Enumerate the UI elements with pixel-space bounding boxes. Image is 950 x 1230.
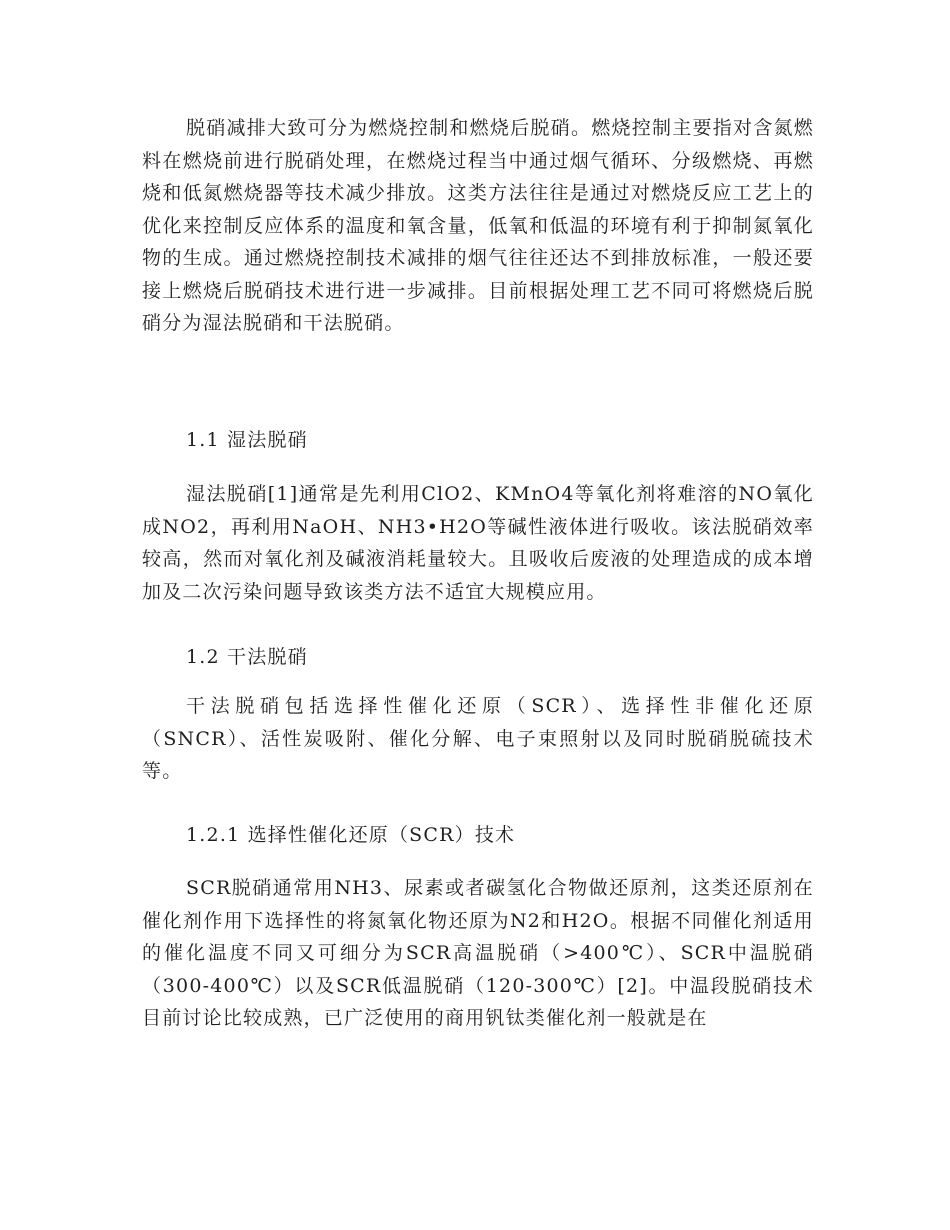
section-heading-1-1: 1.1 湿法脱硝	[186, 429, 308, 451]
intro-paragraph: 脱硝减排大致可分为燃烧控制和燃烧后脱硝。燃烧控制主要指对含氮燃料在燃烧前进行脱硝处理，在燃烧过程当中通过烟气循环、分级燃烧、再燃烧和低氮燃烧器等技术减少排放。这类方法往往是通过对燃烧反应工艺上的优化来控制反应体系的温度和氧含量，低氧和低温的环境有利于抑制氮氧化物的生成。通过燃烧控制技术减排的烟气往往还达不到排放标准，一般还要接上燃烧后脱硝技术进行进一步减排。目前根据处理工艺不同可将燃烧后脱硝分为湿法脱硝和干法脱硝。	[142, 117, 814, 334]
section-1-2-paragraph: 干法脱硝包括选择性催化还原（SCR）、选择性非催化还原（SNCR）、活性炭吸附、催化分解、电子束照射以及同时脱硝脱硫技术等。	[142, 695, 814, 782]
section-1-2-1-paragraph: SCR脱硝通常用NH3、尿素或者碳氢化合物做还原剂，这类还原剂在催化剂作用下选择性的将氮氧化物还原为N2和H2O。根据不同催化剂适用的催化温度不同又可细分为SCR高温脱硝（>400℃）、SCR中温脱硝（300-400℃）以及SCR低温脱硝（120-300℃）[2]。中温段脱硝技术目前讨论比较成熟，已广泛使用的商用钒钛类催化剂一般就是在	[142, 877, 814, 1029]
section-1-1-paragraph: 湿法脱硝[1]通常是先利用ClO2、KMnO4等氧化剂将难溶的NO氧化成NO2，再利用NaOH、NH3•H2O等碱性液体进行吸收。该法脱硝效率较高，然而对氧化剂及碱液消耗量较大。且吸收后废液的处理造成的成本增加及二次污染问题导致该类方法不适宜大规模应用。	[142, 483, 814, 603]
section-heading-1-2-1: 1.2.1 选择性催化还原（SCR）技术	[186, 824, 516, 846]
section-heading-1-2: 1.2 干法脱硝	[186, 646, 308, 668]
